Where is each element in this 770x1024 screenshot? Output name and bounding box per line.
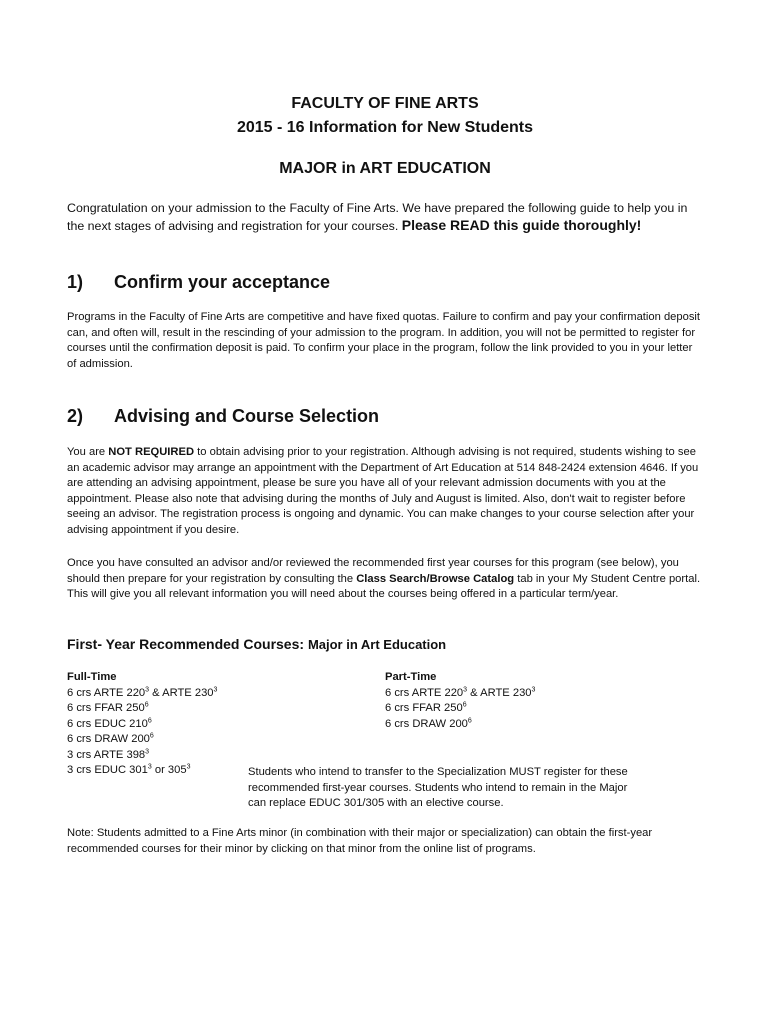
section-2-paragraph-1 [67, 445, 703, 538]
not-required-text: NOT REQUIRED [108, 446, 195, 458]
full-time-column [67, 670, 217, 779]
credit-sup-2: 3 [531, 685, 536, 693]
credit-sup: 6 [147, 716, 152, 724]
course-row [67, 686, 217, 702]
course-row [385, 686, 535, 702]
course-text-2: & ARTE 230 [149, 686, 214, 699]
credit-sup: 6 [467, 716, 472, 724]
course-text: 6 crs ARTE 220 [67, 686, 146, 699]
course-text-2: & ARTE 230 [467, 686, 532, 699]
part-time-column [385, 670, 535, 732]
course-row [67, 763, 217, 779]
course-text: 6 crs DRAW 200 [67, 733, 150, 745]
transfer-note: Students who intend to transfer to the Specialization MUST register for these recommended first-year courses. Students who intend to remain in the Major can replace EDUC 301/305 with an elective course. [248, 766, 628, 809]
credit-sup: 3 [463, 685, 468, 693]
course-text: 6 crs FFAR 250 [67, 702, 145, 714]
section-1-title: Confirm your acceptance [114, 272, 331, 292]
course-text: 6 crs ARTE 220 [385, 686, 464, 699]
credit-sup: 6 [149, 732, 154, 740]
program-title: MAJOR in ART EDUCATION [279, 160, 491, 177]
section-2-title: Advising and Course Selection [114, 406, 380, 426]
intro-paragraph [67, 200, 703, 235]
part-time-label: Part-Time [385, 671, 437, 683]
section-1-heading [67, 272, 330, 293]
course-row [385, 701, 535, 717]
section-2-p2-post: tab in your My Student Centre portal. This will give you all relevant information you will need about the courses being offered in a particular term/year. [67, 572, 701, 600]
class-search-text: Class Search/Browse Catalog [356, 572, 515, 585]
course-text: 6 crs DRAW 200 [385, 717, 468, 730]
credit-sup: 6 [462, 701, 467, 709]
courses-heading [67, 636, 446, 652]
course-text: 6 crs FFAR 250 [385, 702, 463, 714]
course-row [67, 732, 217, 748]
credit-sup: 3 [145, 685, 150, 693]
course-text: 6 crs EDUC 210 [67, 717, 148, 730]
credit-sup: 3 [145, 747, 150, 755]
credit-sup-2: 3 [213, 685, 218, 693]
faculty-title: FACULTY OF FINE ARTS [291, 95, 479, 112]
course-row [67, 717, 217, 733]
credit-sup-2: 3 [186, 763, 191, 771]
section-2-p1-pre: You are [67, 446, 109, 458]
intro-text: Congratulation on your admission to the Faculty of Fine Arts. We have prepared the following guide to help you in the next stages of advising and registration for your courses. [67, 201, 688, 233]
credit-sup: 3 [147, 763, 152, 771]
course-row [67, 748, 217, 764]
section-2-p2-pre: Once you have consulted an advisor and/or reviewed the recommended first year courses for this program (see below), you should then prepare for your registration by consulting the [67, 557, 679, 585]
courses-heading-program: Major in Art Education [307, 637, 447, 652]
intro-emphasis: Please READ this guide thoroughly! [401, 217, 642, 233]
course-text-2: or 305 [151, 764, 187, 776]
courses-heading-main: First- Year Recommended Courses: [67, 636, 308, 652]
course-row [67, 701, 217, 717]
section-1-number: 1) [67, 272, 84, 292]
credit-sup: 6 [144, 701, 149, 709]
course-row [385, 717, 535, 733]
section-2-number: 2) [67, 406, 84, 426]
full-time-label: Full-Time [67, 671, 117, 683]
minor-note: Note: Students admitted to a Fine Arts minor (in combination with their major or specialization) can obtain the first-year recommended courses for their minor by clicking on that minor from the online list of programs. [67, 827, 653, 855]
section-2-p1-post: to obtain advising prior to your registration. Although advising is not required, students wishing to see an academic advisor may arrange an appointment with the Department of Art Education at 514 848-2424 extension 4646. If you are attending an advising appointment, please be sure you have all of your relevant admission documents with you at the appointment. Please also note that advising during the months of July and August is limited. Also, don't wait to register before seeing an advisor. The registration process is ongoing and dynamic. You can make changes to your course selection after your advising appointment if you desire. [67, 446, 699, 536]
section-2-paragraph-2 [67, 556, 703, 603]
course-text: 3 crs EDUC 301 [67, 764, 148, 776]
course-text: 3 crs ARTE 398 [67, 748, 146, 761]
section-1-body: Programs in the Faculty of Fine Arts are competitive and have fixed quotas. Failure to confirm and pay your confirmation deposit can, and often will, result in the rescinding of your admission to the program. In addition, you will not be permitted to register for courses until the confirmation deposit is paid. To confirm your place in the program, follow the link provided to you in your letter of admission. [67, 311, 701, 370]
document-subtitle: 2015 - 16 Information for New Students [236, 119, 534, 136]
section-2-heading [67, 406, 379, 427]
